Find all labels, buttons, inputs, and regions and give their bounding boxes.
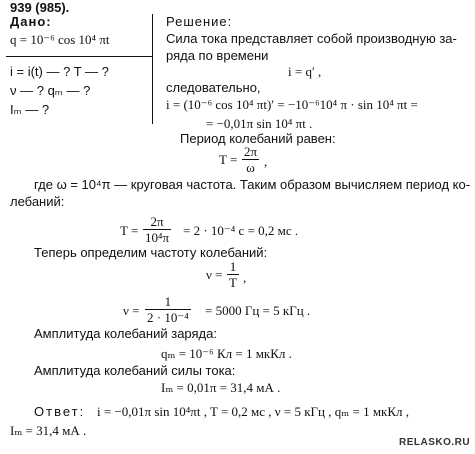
solution-period-text: Период колебаний равен: — [180, 131, 336, 146]
given-divider — [6, 56, 152, 57]
unknown-line-3: Iₘ — ? — [10, 102, 50, 117]
fraction-denominator: 2 · 10⁻⁴ — [147, 310, 189, 325]
problem-number: 939 (985). — [10, 0, 70, 15]
answer-label: Ответ: — [34, 404, 86, 419]
formula-period-lhs: T = — [219, 152, 238, 167]
frequency-text: Теперь определим частоту колебаний: — [34, 245, 268, 260]
comma: , — [264, 154, 268, 169]
angular-frequency-text: где ω = 10⁴π — круговая частота. Таким образом вычисляем период ко- — [34, 177, 471, 192]
solution-heading: Решение: — [166, 14, 233, 29]
given-condition: q = 10⁻⁶ cos 10⁴ πt — [10, 32, 110, 47]
formula-frequency-lhs: ν = — [206, 267, 223, 282]
fraction-frequency — [227, 259, 239, 290]
solution-line-1: Сила тока представляет собой производную за- — [166, 31, 457, 46]
formula-frequency-calc-rhs: = 5000 Гц = 5 кГц . — [205, 303, 311, 318]
charge-amplitude-text: Амплитуда колебаний заряда: — [34, 326, 217, 341]
current-amplitude-text: Амплитуда колебаний силы тока: — [34, 363, 236, 378]
fraction-denominator: ω — [242, 159, 259, 175]
fraction-numerator: 1 — [164, 294, 172, 309]
formula-charge-amplitude: qₘ = 10⁻⁶ Кл = 1 мкКл . — [161, 346, 292, 361]
fraction-denominator: 10⁴π — [145, 230, 170, 245]
formula-current-2: = −0,01π sin 10⁴ πt . — [206, 116, 313, 131]
given-heading: Дано: — [10, 14, 52, 29]
fraction-numerator: 2π — [150, 214, 164, 229]
watermark: RELASKO.RU — [399, 437, 471, 448]
formula-period-calc-lhs: T = — [120, 223, 139, 238]
formula-current-amplitude: Iₘ = 0,01π = 31,4 мА . — [161, 380, 281, 395]
unknown-line-1: i = i(t) — ? T — ? — [10, 64, 109, 79]
fraction-frequency-calc — [145, 294, 191, 325]
formula-current-1: i = (10⁻⁶ cos 10⁴ πt)′ = −10⁻⁶10⁴ π · sin 10⁴ πt = — [166, 97, 418, 112]
fraction-numerator: 1 — [229, 259, 237, 274]
answer-line-1: i = −0,01π sin 10⁴πt , T = 0,2 мс , ν = 5 кГц , qₘ = 1 мкКл , — [97, 404, 410, 419]
solution-line-2: ряда по времени — [166, 48, 269, 63]
solution-line-3: следовательно, — [166, 80, 261, 95]
fraction-denominator: T — [229, 275, 237, 290]
unknown-line-2: ν — ? qₘ — ? — [10, 83, 91, 98]
comma: , — [243, 270, 247, 285]
answer-line-2: Iₘ = 31,4 мА . — [10, 423, 87, 438]
fraction-numerator: 2π — [244, 144, 258, 159]
formula-frequency-calc-lhs: ν = — [123, 303, 140, 318]
fraction-period — [242, 144, 259, 175]
formula-current-derivative: i = q′ , — [288, 64, 322, 79]
given-vertical-divider — [152, 14, 153, 124]
formula-period-calc-rhs: = 2 · 10⁻⁴ с = 0,2 мс . — [183, 223, 299, 238]
angular-frequency-text-cont: лебаний: — [10, 194, 65, 209]
fraction-period-calc — [143, 214, 171, 245]
